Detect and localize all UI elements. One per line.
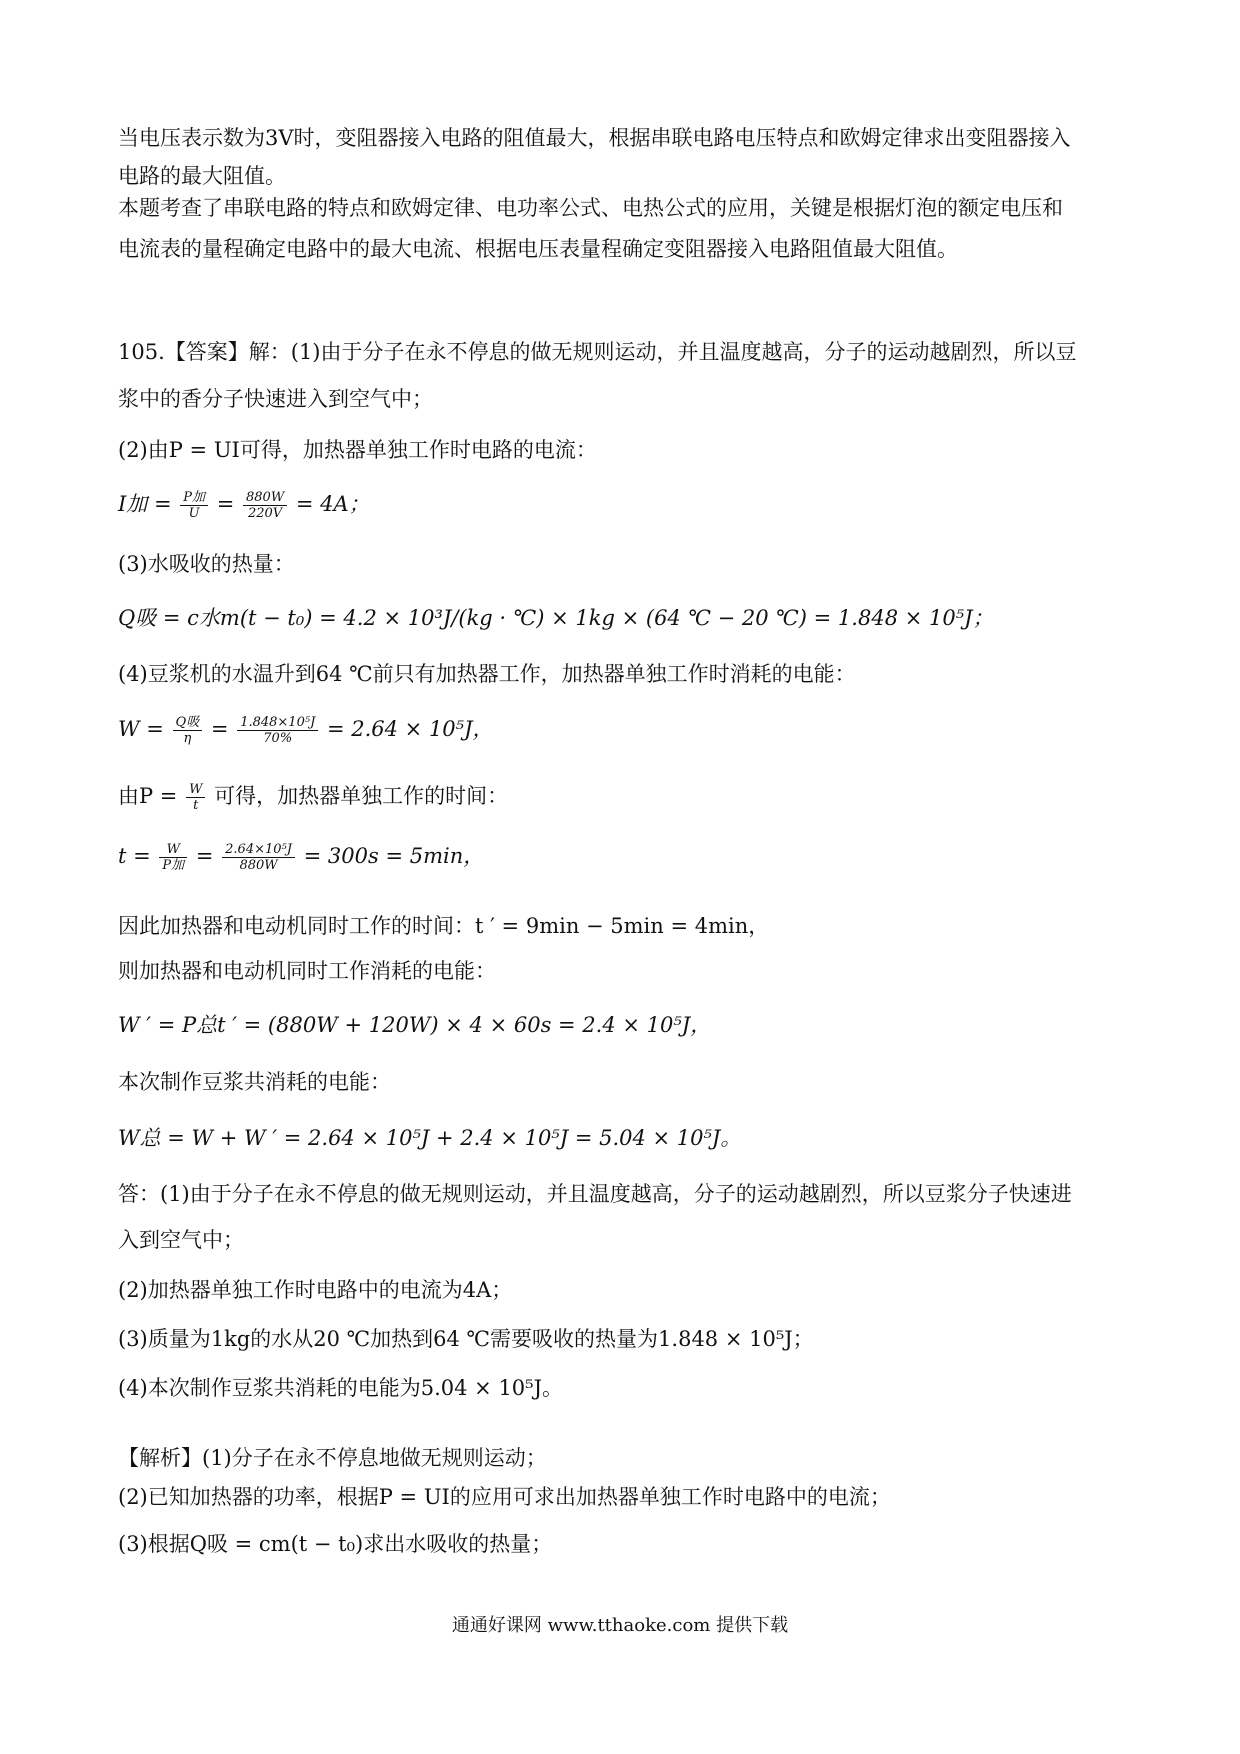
text-line: 浆中的香分子快速进入到空气中； — [118, 387, 433, 411]
text-line: 答：(1)由于分子在永不停息的做无规则运动，并且温度越高，分子的运动越剧烈，所以豆浆分子快速进 — [118, 1182, 1072, 1206]
text-line: (4)豆浆机的水温升到64 ℃前只有加热器工作，加热器单独工作时消耗的电能： — [118, 662, 856, 686]
fraction: $\frac{880W}{220V}$ — [243, 490, 287, 521]
text-line: (4)本次制作豆浆共消耗的电能为5.04 × 10⁵J。 — [118, 1376, 564, 1400]
text-line: (2)由P = UI可得，加热器单独工作时电路的电流： — [118, 438, 597, 462]
equation-energy: W = $\frac{\text{Q吸}}{\eta}$ = $\frac{\text{1.848×10⁵J}}{70\%}$ = 2.64 × 10⁵J， — [118, 715, 494, 746]
analysis-heading-line: 【解析】(1)分子在永不停息地做无规则运动； — [118, 1446, 547, 1470]
equation-current: I加 = $\frac{\text{P加}}{U}$ = $\frac{880W}{220V}$ = 4A； — [118, 490, 370, 521]
equation-line: W ′ = P总t ′ = (880W + 120W) × 4 × 60s = 2.4 × 10⁵J， — [118, 1013, 712, 1037]
text-line: 本题考查了串联电路的特点和欧姆定律、电功率公式、电热公式的应用，关键是根据灯泡的额定电压和 — [118, 196, 1063, 220]
text-line: (2)加热器单独工作时电路中的电流为4A； — [118, 1278, 513, 1302]
fraction: $\frac{W}{\text{P加}}$ — [159, 842, 187, 873]
equation-heat: Q吸 = c水m(t − t₀) = 4.2 × 10³J/(kg · ℃) × 1kg × (64 ℃ − 20 ℃) = 1.848 × 10⁵J； — [118, 606, 994, 630]
text-line: 则加热器和电动机同时工作消耗的电能： — [118, 959, 496, 983]
text-line: (2)已知加热器的功率，根据P = UI的应用可求出加热器单独工作时电路中的电流； — [118, 1485, 891, 1509]
text-line: 当电压表示数为3V时，变阻器接入电路的阻值最大，根据串联电路电压特点和欧姆定律求出变阻器接入 — [118, 126, 1071, 150]
text-line: 电流表的量程确定电路中的最大电流、根据电压表量程确定变阻器接入电路阻值最大阻值。 — [118, 237, 958, 261]
text-line: (3)质量为1kg的水从20 ℃加热到64 ℃需要吸收的热量为1.848 × 10⁵J； — [118, 1327, 814, 1351]
text-line: 电路的最大阻值。 — [118, 164, 286, 188]
eq-lhs: I加 = — [118, 492, 172, 516]
fraction: $\frac{W}{t}$ — [186, 782, 205, 813]
equation-line: W总 = W + W ′ = 2.64 × 10⁵J + 2.4 × 10⁵J = 5.04 × 10⁵J。 — [118, 1126, 742, 1150]
eq-rhs: = 4A； — [295, 492, 370, 516]
fraction: $\frac{\text{P加}}{U}$ — [180, 490, 208, 521]
fraction: $\frac{\text{Q吸}}{\eta}$ — [173, 715, 203, 746]
text-line: 本次制作豆浆共消耗的电能： — [118, 1070, 391, 1094]
text-line: 因此加热器和电动机同时工作的时间：t ′ = 9min − 5min = 4min， — [118, 914, 770, 938]
fraction: $\frac{\text{1.848×10⁵J}}{70\%}$ — [237, 715, 318, 746]
text-line: 入到空气中； — [118, 1228, 244, 1252]
equation-time: t = $\frac{W}{\text{P加}}$ = $\frac{\text{2.64×10⁵J}}{880W}$ = 300s = 5min， — [118, 842, 485, 873]
fraction: $\frac{\text{2.64×10⁵J}}{880W}$ — [222, 842, 295, 873]
text-line: (3)水吸收的热量： — [118, 552, 295, 576]
text-line: (3)根据Q吸 = cm(t − t₀)求出水吸收的热量； — [118, 1532, 553, 1556]
equation-power-line: 由P = $\frac{W}{t}$ 可得，加热器单独工作的时间： — [118, 782, 509, 813]
page-footer: 通通好课网 www.tthaoke.com 提供下载 — [451, 1615, 789, 1636]
answer-heading-line: 105.【答案】解：(1)由于分子在永不停息的做无规则运动，并且温度越高，分子的运动越剧烈，所以豆 — [118, 340, 1077, 364]
